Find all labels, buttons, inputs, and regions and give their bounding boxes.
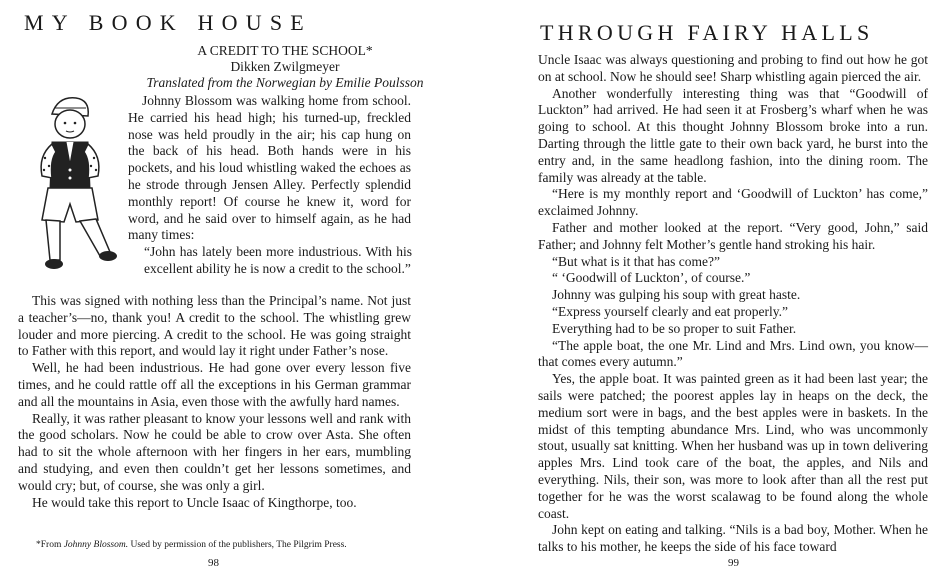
page-number-right: 99 xyxy=(728,557,739,569)
footnote-prefix: *From xyxy=(36,540,64,550)
boy-illustration xyxy=(30,92,120,278)
paragraph: He would take this report to Uncle Isaac of Kingthorpe, too. xyxy=(32,494,357,510)
translation-credit: Translated from the Norwegian by Emilie Poulsson xyxy=(146,75,424,90)
story-heading xyxy=(120,43,450,91)
paragraph: Yes, the apple boat. It was painted green as it had been last year; the sails were patched; the poorest apples lay in heaps on the deck, the medium sort were in bags, and the best apples were in baskets. In the midst of this tempting abundance Mrs. Lind, who was uncommonly stout, usually sat knitting. When her husband was up in town delivering apples Mrs. Lind took care of the boat, the apples, and Nils and everything. Nils, their son, was more to look after than all the rest put together for he was the worst scalawag to be found along the whole coast. xyxy=(538,371,928,521)
report-quote xyxy=(144,244,412,278)
left-body xyxy=(18,293,411,511)
footnote-book: Johnny Blossom. xyxy=(63,540,129,550)
paragraph: Well, he had been industrious. He had gone over every lesson five times, and he could rattle off all the exceptions in his German grammar and all the mountains in Asia, even those with the awfully hard names. xyxy=(18,360,411,409)
paragraph: Really, it was rather pleasant to know your lessons well and rank with the good scholars. Now he could be able to crow over Asta. She often had to sit the whole afternoon with her fingers in her ears, mumbling and studying, and even then couldn’t get her lessons sometimes, and would cry; but, of course, she was only a girl. xyxy=(18,410,411,493)
paragraph: Father and mother looked at the report. “Very good, John,” said Father; and Johnny felt Mother’s gentle hand stroking his hair. xyxy=(538,219,928,252)
quote-text: “John has lately been more industrious. With his excellent ability he is now a credit to the school.” xyxy=(144,244,412,276)
paragraph: “Here is my monthly report and ‘Goodwill of Luckton’ has come,” exclaimed Johnny. xyxy=(538,186,928,219)
paragraph: “ ‘Goodwill of Luckton’, of course.” xyxy=(552,270,751,286)
paragraph: Johnny was gulping his soup with great haste. xyxy=(552,287,801,303)
paragraph: “Express yourself clearly and eat properly.” xyxy=(552,303,789,319)
story-author: Dikken Zwilgmeyer xyxy=(230,59,340,74)
intro-text: Johnny Blossom was walking home from school. He carried his head high; his turned-up, freckled nose was held proudly in the air; his cap hung on the back of his head. Both hands were in his pockets, and his loud whistling waked the echoes as he strode through Jensen Alley. Perfectly splendid monthly report! Of course he knew it, word for word, and he said over to himself again, as he had many times: xyxy=(128,93,411,243)
left-page xyxy=(0,0,458,577)
page-number-left: 98 xyxy=(208,557,219,569)
paragraph: This was signed with nothing less than the Principal’s name. Not just a teacher’s—no, thank you! A credit to the school. The whistling grew louder and more piercing. A credit to the school. He was going straight to Father with this report, and would lay it right under Father’s nose. xyxy=(18,293,411,359)
paragraph: John kept on eating and talking. “Nils is a bad boy, Mother. When he talks to his mother, he keeps the side of his face toward xyxy=(538,522,928,555)
footnote-suffix: Used by permission of the publishers, The Pilgrim Press. xyxy=(128,540,347,550)
right-page xyxy=(480,0,945,577)
footnote xyxy=(36,540,347,550)
story-title: A CREDIT TO THE SCHOOL* xyxy=(197,43,373,58)
paragraph: Everything had to be so proper to suit Father. xyxy=(552,320,797,336)
paragraph: Another wonderfully interesting thing was that “Goodwill of Luckton” had arrived. He had seen it at Frosberg’s wharf when he was going to school. At this thought Johnny Blossom broke into a run. Darting through the little gate to their own back yard, he burst into the entry and, in the same headlong fashion, into the dining room. The family was already at the table. xyxy=(538,85,928,185)
intro-paragraph xyxy=(128,93,411,244)
paragraph: “The apple boat, the one Mr. Lind and Mrs. Lind own, you know—that comes every autumn.” xyxy=(538,337,928,370)
right-body xyxy=(538,52,928,556)
paragraph: Uncle Isaac was always questioning and probing to find out how he got on at school. Now he should see! Sharp whistling again pierced the air. xyxy=(538,52,928,84)
paragraph: “But what is it that has come?” xyxy=(552,253,720,269)
running-head-right: THROUGH FAIRY HALLS xyxy=(540,20,874,45)
running-head-left: MY BOOK HOUSE xyxy=(24,10,312,35)
